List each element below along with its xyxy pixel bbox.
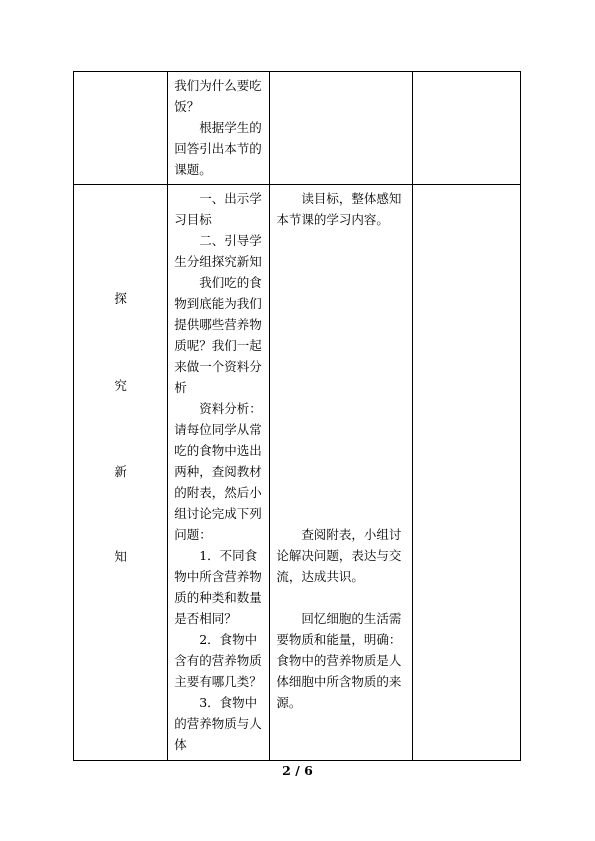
stage-cell: [74, 185, 168, 761]
teacher-text: 1．不同食物中所含营养物质的种类和数量是否相同？: [174, 548, 262, 626]
stage-char: 知: [114, 549, 127, 564]
lesson-plan-table: [73, 71, 521, 761]
stage-char: 究: [114, 378, 127, 393]
teacher-text: 2．食物中含有的营养物质主要有哪几类？: [174, 632, 262, 689]
notes-cell: [412, 185, 520, 761]
teacher-text: 请每位同学从常吃的食物中选出两种，查阅教材的附表，然后小组讨论完成下列问题：: [174, 422, 262, 542]
student-text: 查阅附表，小组讨论解决问题，表达与交流，达成共识。: [276, 527, 402, 584]
teacher-text: 二、引导学生分组探究新知: [174, 233, 262, 269]
table-row: [74, 72, 521, 185]
student-text: 回忆细胞的生活需要物质和能量，明确：食物中的营养物质是人体细胞中所含物质的来源。: [276, 611, 402, 710]
stage-char: 新: [114, 464, 127, 479]
teacher-activity-cell: [168, 185, 270, 761]
teacher-text: 我们吃的食物到底能为我们提供哪些营养物质呢？我们一起来做一个资料分析: [174, 275, 262, 395]
teacher-text: 一、出示学习目标: [174, 191, 262, 227]
page-number: 2 / 6: [282, 763, 313, 778]
student-text: 读目标，整体感知本节课的学习内容。: [276, 191, 402, 227]
student-activity-cell: [270, 185, 412, 761]
teacher-text: 资料分析：: [199, 401, 262, 416]
notes-cell: [412, 72, 520, 185]
teacher-text: 3．食物中的营养物质与人体: [174, 695, 262, 752]
table-row: [74, 185, 521, 761]
teacher-text: 根据学生的回答引出本节的课题。: [174, 120, 262, 177]
teacher-activity-cell: [168, 72, 270, 185]
stage-char: 探: [114, 291, 127, 306]
teacher-text: 我们为什么要吃饭？: [174, 78, 262, 114]
student-activity-cell: [270, 72, 412, 185]
stage-cell-empty: [74, 72, 168, 185]
